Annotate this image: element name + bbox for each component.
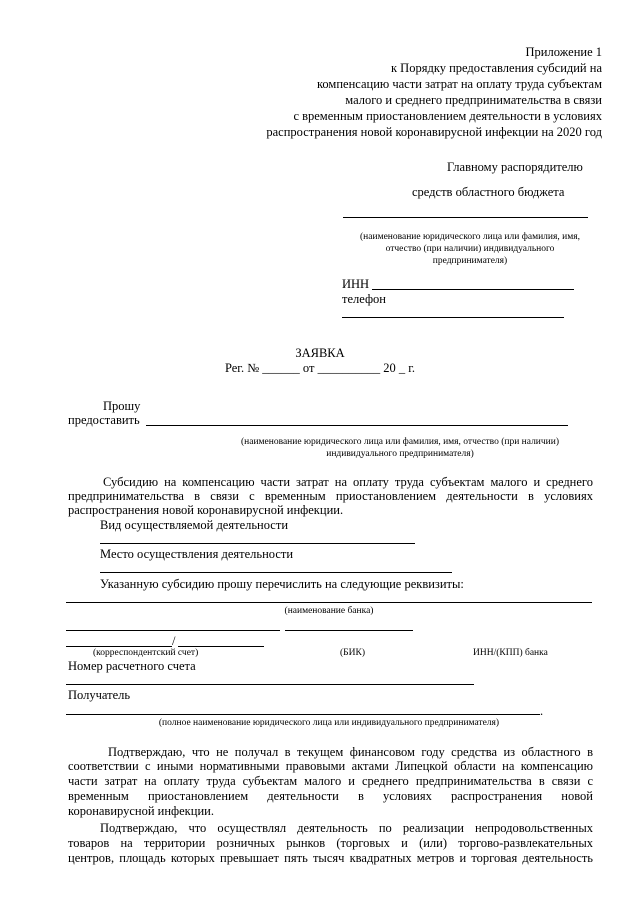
receiver-line (66, 714, 540, 715)
appendix-line-4: малого и среднего предпринимательства в связи (345, 93, 602, 107)
appendix-line-2: к Порядку предоставления субсидий на (390, 61, 602, 75)
transfer-label: Указанную субсидию прошу перечислить на следующие реквизиты: (100, 577, 464, 591)
corr-account-line-2a (66, 646, 172, 647)
activity-label: Вид осуществляемой деятельности (100, 518, 289, 532)
provide-label: предоставить (68, 413, 140, 427)
recipient-name-line (343, 217, 588, 218)
phone-line (342, 317, 564, 318)
phone-label: телефон (342, 292, 386, 306)
subsidy-paragraph-line-2: предпринимательства в связи с временным приостановлением деятельности в условиях (68, 489, 593, 503)
confirm2-line-3: центров, площадь которых превышает пять тысяч квадратных метров и торговая деятельность (68, 851, 593, 865)
appendix-line-5: с временным приостановлением деятельности в условиях (293, 109, 602, 123)
confirm1-line-5: коронавирусной инфекции. (68, 804, 214, 818)
place-label: Место осуществления деятельности (100, 547, 294, 561)
recipient-line-1: Главному распорядителю (447, 160, 583, 174)
confirm2-line-2: товаров на территории розничных рынков (торговых и (или) торгово-развлекательных (68, 836, 593, 850)
appendix-line-3: компенсацию части затрат на оплату труда субъектам (316, 77, 602, 91)
recipient-line-2: средств областного бюджета (412, 185, 565, 199)
request-caption-2: индивидуального предпринимателя) (326, 449, 474, 459)
request-caption-1: (наименование юридического лица или фамилия, имя, отчество (при наличии) (240, 437, 560, 447)
account-number-line (66, 684, 474, 685)
document-title: ЗАЯВКА (295, 346, 345, 360)
place-line (100, 572, 452, 573)
activity-line (100, 543, 415, 544)
confirm1-line-3: части затрат на оплату труда субъектам малого и среднего предпринимательства в связи с (68, 774, 593, 788)
confirm1-line-1: Подтверждаю, что не получал в текущем финансовом году средства из областного в (108, 745, 593, 759)
confirm1-line-4: временным приостановлением деятельности в условиях распространения новой (68, 789, 593, 803)
corr-account-line-2b (178, 646, 264, 647)
appendix-line-1: Приложение 1 (525, 45, 602, 59)
recipient-caption-2: отчество (при наличии) индивидуального (385, 244, 555, 254)
account-number-label: Номер расчетного счета (68, 659, 196, 673)
inn-label: ИНН (342, 277, 370, 291)
subsidy-paragraph-line-1: Субсидию на компенсацию части затрат на оплату труда субъектам малого и среднего (103, 475, 593, 489)
recipient-caption-1: (наименование юридического лица или фамилия, имя, (360, 232, 580, 242)
registration-line: Рег. № ______ от __________ 20 _ г. (224, 361, 416, 375)
receiver-caption: (полное наименование юридического лица или индивидуального предпринимателя) (158, 718, 500, 728)
bik-caption: (БИК) (340, 648, 365, 658)
confirm2-line-1: Подтверждаю, что осуществлял деятельность по реализации непродовольственных (100, 821, 593, 835)
bank-caption: (наименование банка) (284, 606, 374, 616)
appendix-line-6: распространения новой коронавирусной инфекции на 2020 год (266, 125, 602, 139)
receiver-dot: . (540, 704, 544, 718)
receiver-label: Получатель (68, 688, 131, 702)
corr-slash: / (172, 634, 176, 648)
recipient-caption-3: предпринимателя) (432, 256, 508, 266)
request-label: Прошу (103, 399, 141, 413)
inn-kpp-caption: ИНН/(КПП) банка (473, 648, 548, 658)
corr-account-caption: (корреспондентский счет) (93, 648, 199, 658)
confirm1-line-2: соответствии с иными нормативными правовыми актами Липецкой области на компенсацию (68, 759, 593, 773)
bik-line-1 (285, 630, 413, 631)
request-name-line (146, 425, 568, 426)
inn-line (372, 289, 574, 290)
corr-account-line-1 (66, 630, 280, 631)
bank-name-line (66, 602, 592, 603)
subsidy-paragraph-line-3: распространения новой коронавирусной инфекции. (68, 503, 344, 517)
